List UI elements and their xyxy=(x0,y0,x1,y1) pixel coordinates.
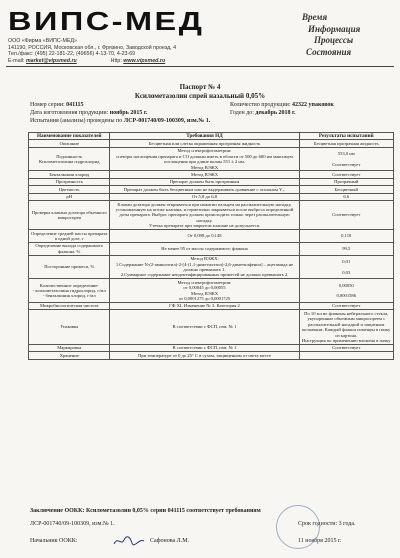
row-parameter: Прозрачность xyxy=(29,178,110,185)
tests-line xyxy=(30,118,210,124)
table-row xyxy=(29,230,394,243)
row-requirement: Не менее 95 от массы содержимого флакона xyxy=(110,242,299,255)
conclusion-line xyxy=(30,508,261,514)
row-parameter: Микробиологическая чистота xyxy=(29,302,110,309)
row-requirement: Бесцветная или слегка окрашенная прозрачная жидкость xyxy=(110,140,299,147)
valid-value: декабрь 2018 г. xyxy=(255,110,296,116)
row-result: Соответствует xyxy=(299,171,394,178)
head-label: Начальник ООКК: xyxy=(30,538,78,544)
row-parameter: Посторонние примеси, % xyxy=(29,255,110,279)
table-row xyxy=(29,193,394,200)
company-phone: Тел./факс: (495) 22-181-22, (49656) 4-13-70, 4-23-69 xyxy=(8,51,136,58)
row-result: Бесцветная прозрачная жидкость xyxy=(299,140,394,147)
row-requirement: Метод спектрофотометрии: от 0,00045 до 0,00055 Метод ВЭЖХ от 0,0001275 до 0,0001725 xyxy=(110,279,299,303)
valid-label: Годен до: xyxy=(230,110,254,116)
doc-subtitle: Ксилометазолин спрей назальный 0,05% xyxy=(134,92,266,100)
row-requirement: ГФ XI, Изменение № 3. Категория 2 xyxy=(110,302,299,309)
row-requirement: В соответствии с ФСП, изм. № 1 xyxy=(110,310,299,344)
slogan-line: Состояния xyxy=(306,46,352,57)
table-header-row xyxy=(29,133,394,140)
row-requirement: При температуре от 0 до 25° С в сухом, защищенном от света месте xyxy=(110,352,299,359)
row-result: 0,01 0,03 xyxy=(299,255,394,279)
head-name: Сафонова Л.М. xyxy=(150,538,190,544)
email-label: E-mail: xyxy=(8,57,25,64)
row-requirement: Клапан дозатора должен открываться при нажатии пальцем на распылительную насадку, установленную на штоке клапана, и герметично закрываться после выброса определенной дозы препарата. Выброс препарата должен происходить только через распылительную насадку. Утечка препарата при закрытом клапане не допускается. xyxy=(110,201,299,230)
row-parameter: Определение выхода содержимого флакона, % xyxy=(29,242,110,255)
spec-table xyxy=(28,132,394,360)
row-result: 99,5 xyxy=(299,242,394,255)
stamp-seal xyxy=(276,505,320,549)
header-divider xyxy=(6,66,394,67)
table-row xyxy=(29,255,394,279)
row-parameter: Проверка клапана дозатора объемного микроспрея xyxy=(29,201,110,230)
row-parameter: Описание xyxy=(29,140,110,147)
table-row xyxy=(29,186,394,193)
mfg-value: ноябрь 2015 г. xyxy=(109,110,148,116)
slogan xyxy=(302,12,360,58)
series-line xyxy=(30,102,84,108)
storage-label: Срок годности: xyxy=(298,521,338,527)
valid-line xyxy=(230,110,296,116)
row-parameter: рН xyxy=(29,193,110,200)
tests-label: Испытания (анализы) проведены по xyxy=(30,118,123,124)
row-result xyxy=(299,352,394,359)
row-result: Соответствует xyxy=(299,201,394,230)
row-result: 0,00050 0,0001586 xyxy=(299,279,394,303)
row-result: 6,6 xyxy=(299,193,394,200)
company-name: ООО «Фирма «ВИПС-МЕД» xyxy=(8,38,77,44)
row-parameter: Определение средней массы препарата в одной дозе, г xyxy=(29,230,110,243)
row-requirement: Метод ВЭЖХ: 1.Содержание N-(2-аминоэтил)-2-[4-(1,1-диметилэтил)-2,6-диметилфенил] – ацетамида не должно превышать 1. 2.Суммарное содержание неидентифицированных примесей не должно превышать 2. xyxy=(110,255,299,279)
quantity-value: 42322 упаковок xyxy=(292,102,334,108)
table-row xyxy=(29,242,394,255)
doc-title: Паспорт № 4 xyxy=(179,83,221,91)
row-parameter: Подлинность Ксилометазолина гидрохлорид xyxy=(29,147,110,171)
series-label: Номер серии: xyxy=(30,102,65,108)
company-address: 141190, РОССИЯ, Московская обл., г. Фрязино, Заводской проезд, 4 xyxy=(8,44,177,51)
sign-date: 11 ноября 2015 г. xyxy=(298,538,342,544)
row-requirement: Метод ВЭЖХ xyxy=(110,171,299,178)
conclusion-label: Заключение ООКК: xyxy=(30,508,85,514)
table-row xyxy=(29,178,394,185)
quantity-line xyxy=(230,102,334,108)
slogan-line: Время xyxy=(302,12,328,22)
storage-value: 3 года. xyxy=(338,521,356,527)
mfg-label: Дата изготовления продукции: xyxy=(30,110,109,116)
table-row xyxy=(29,344,394,351)
doc-ref: ЛСР-001740/09-100309, изм.№ 1. xyxy=(30,521,115,527)
company-info xyxy=(8,38,308,64)
mfg-line xyxy=(30,110,147,116)
row-result: Прозрачный xyxy=(299,178,394,185)
row-result: Бесцветный xyxy=(299,186,394,193)
row-result: 0,118 xyxy=(299,230,394,243)
table-row xyxy=(29,352,394,359)
table-row xyxy=(29,310,394,344)
slogan-line: Информация xyxy=(308,23,361,34)
row-requirement: Препарат должен быть прозрачным xyxy=(110,178,299,185)
table-row xyxy=(29,279,394,303)
table-row xyxy=(29,171,394,178)
web-link[interactable]: www.vipsmed.ru xyxy=(123,57,166,64)
row-result: Соответствует xyxy=(299,302,394,309)
row-requirement: Препарат должен быть бесцветным или не выдерживать сравнение с эталоном Y₇. xyxy=(110,186,299,193)
head-line xyxy=(30,538,77,544)
column-header: Наименование показателей xyxy=(29,133,110,140)
doc-ref-line xyxy=(30,521,115,527)
row-parameter: Хранение xyxy=(29,352,110,359)
table-row xyxy=(29,140,394,147)
company-contacts xyxy=(8,58,308,65)
row-parameter: Бензалкония хлорид xyxy=(29,171,110,178)
table-row xyxy=(29,201,394,230)
row-parameter: Маркировка xyxy=(29,344,110,351)
row-parameter: Упаковка xyxy=(29,310,110,344)
row-requirement: В соответствии с ФСП, изм. № 1 xyxy=(110,344,299,351)
tests-doc: ЛСР-001740/09-100309, изм.№ 1. xyxy=(123,118,211,124)
row-requirement: От 0,098 до 0,148 xyxy=(110,230,299,243)
series-value: 041115 xyxy=(66,102,84,108)
row-parameter: Цветность xyxy=(29,186,110,193)
row-result: По 10 мл во флаконы нейтрального стекла, укупоренные объемным микроспреем с распылительной насадкой и защитным колпачком. Каждый флакон помещен в пачку из картона. Инструкция по применению вложена в пачку xyxy=(299,310,394,344)
column-header: Результаты испытаний xyxy=(299,133,394,140)
table-row xyxy=(29,147,394,171)
web-label: Http: xyxy=(110,57,122,64)
signature xyxy=(112,534,146,548)
row-result: Соответствует xyxy=(299,344,394,351)
row-result: 553,0 нм Соответствует xyxy=(299,147,394,171)
conclusion-text: Ксилометазолин 0,05% серии 041115 соответствует требованиям xyxy=(86,508,261,514)
row-requirement: От 5,8 до 6,8 xyxy=(110,193,299,200)
quantity-label: Количество продукции: xyxy=(230,102,291,108)
row-requirement: Метод спектрофотометрии: спектры поглощения препарата и СО должны иметь в области от 500 до 600 нм максимум поглощения при длине волны 551 ± 2 нм. Метод ВЭЖХ xyxy=(110,147,299,171)
slogan-line: Процессы xyxy=(314,35,354,45)
table-row xyxy=(29,302,394,309)
company-logo: ВИПС-МЕД xyxy=(8,6,205,36)
column-header: Требования НД xyxy=(110,133,299,140)
row-parameter: Количественное определение: - ксилометазолина гидрохлорид, г/мл - бензалкония хлорид, г/мл xyxy=(29,279,110,303)
email-link[interactable]: market@vipsmed.ru xyxy=(25,57,77,64)
